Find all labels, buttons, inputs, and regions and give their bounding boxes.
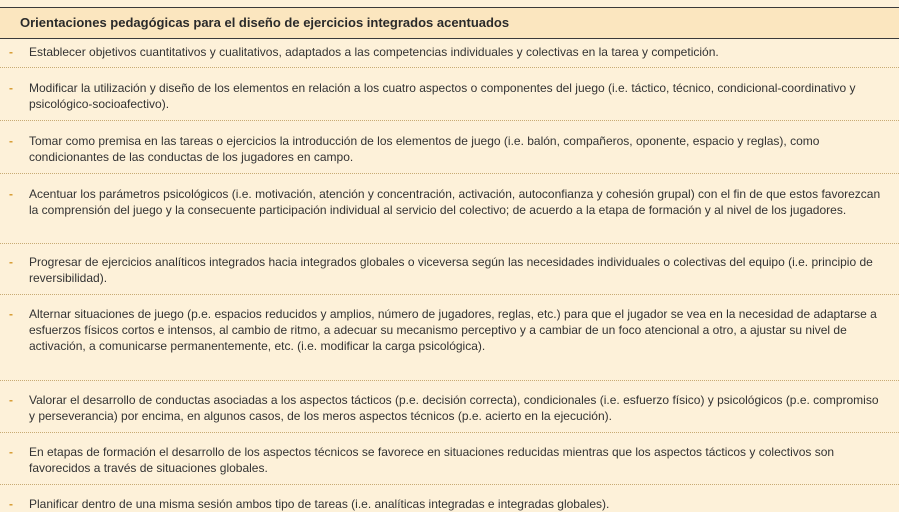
list-item-text: Establecer objetivos cuantitativos y cualitativos, adaptados a las competencias individuales y colectivas en la tarea y competición.: [29, 45, 719, 59]
item-separator: [0, 173, 899, 174]
list-item-text: Alternar situaciones de juego (p.e. espacios reducidos y amplios, número de jugadores, reglas, etc.) para que el jugador se vea en la necesidad de adaptarse a esfuerzos físicos cortos e intensos, al cambio de ritmo, a adecuar su mecanismo perceptivo y a cambiar de un foco atencional a otro, a ajustar su nivel de activación, a comunicarse permanentemente, etc. (i.e. modificar la carga psicológica).: [29, 307, 877, 353]
item-separator: [0, 243, 899, 244]
list-item-text: Acentuar los parámetros psicológicos (i.e. motivación, atención y concentración, activación, autoconfianza y cohesión grupal) con el fin de que estos favorezcan la comprensión del juego y la consecuente participación individual al servicio del colectivo; de acuerdo a la etapa de formación y al nivel de los jugadores.: [29, 187, 881, 217]
item-separator: [0, 67, 899, 68]
list-item-text: Tomar como premisa en las tareas o ejercicios la introducción de los elementos de juego (i.e. balón, compañeros, oponente, espacio y reglas), como condicionantes de las conductas de los jugadores en campo.: [29, 134, 820, 164]
item-separator: [0, 380, 899, 381]
list-item-text: En etapas de formación el desarrollo de los aspectos técnicos se favorece en situaciones reducidas mientras que los aspectos tácticos y colectivos son favorecidos a través de situaciones globales.: [29, 445, 835, 475]
item-separator: [0, 120, 899, 121]
bullet-dash: -: [9, 45, 13, 59]
list-item-text: Valorar el desarrollo de conductas asociadas a los aspectos tácticos (p.e. decisión correcta), condicionales (i.e. esfuerzo físico) y psicológicos (p.e. compromiso y perseverancia) por encima, en algunos casos, de los meros aspectos técnicos (p.e. acierto en la ejecución).: [29, 393, 879, 423]
item-separator: [0, 294, 899, 295]
bullet-dash: -: [9, 393, 13, 407]
list-item-text: Progresar de ejercicios analíticos integrados hacia integrados globales o viceversa según las necesidades individuales o colectivas del equipo (i.e. principio de reversibilidad).: [29, 255, 873, 285]
table-header: [0, 8, 899, 39]
bullet-dash: -: [9, 255, 13, 269]
list-item-text: Planificar dentro de una misma sesión ambos tipo de tareas (i.e. analíticas integradas e integradas globales).: [29, 497, 610, 511]
bullet-dash: -: [9, 187, 13, 201]
list-item-text: Modificar la utilización y diseño de los elementos en relación a los cuatro aspectos o componentes del juego (i.e. táctico, técnico, condicional-coordinativo y psicológico-socioafectivo).: [29, 81, 856, 111]
bullet-dash: -: [9, 445, 13, 459]
item-separator: [0, 484, 899, 485]
bullet-dash: -: [9, 81, 13, 95]
item-separator: [0, 432, 899, 433]
bullet-dash: -: [9, 134, 13, 148]
bullet-dash: -: [9, 307, 13, 321]
bullet-dash: -: [9, 497, 13, 511]
table-title: Orientaciones pedagógicas para el diseño de ejercicios integrados acentuados: [20, 15, 510, 30]
